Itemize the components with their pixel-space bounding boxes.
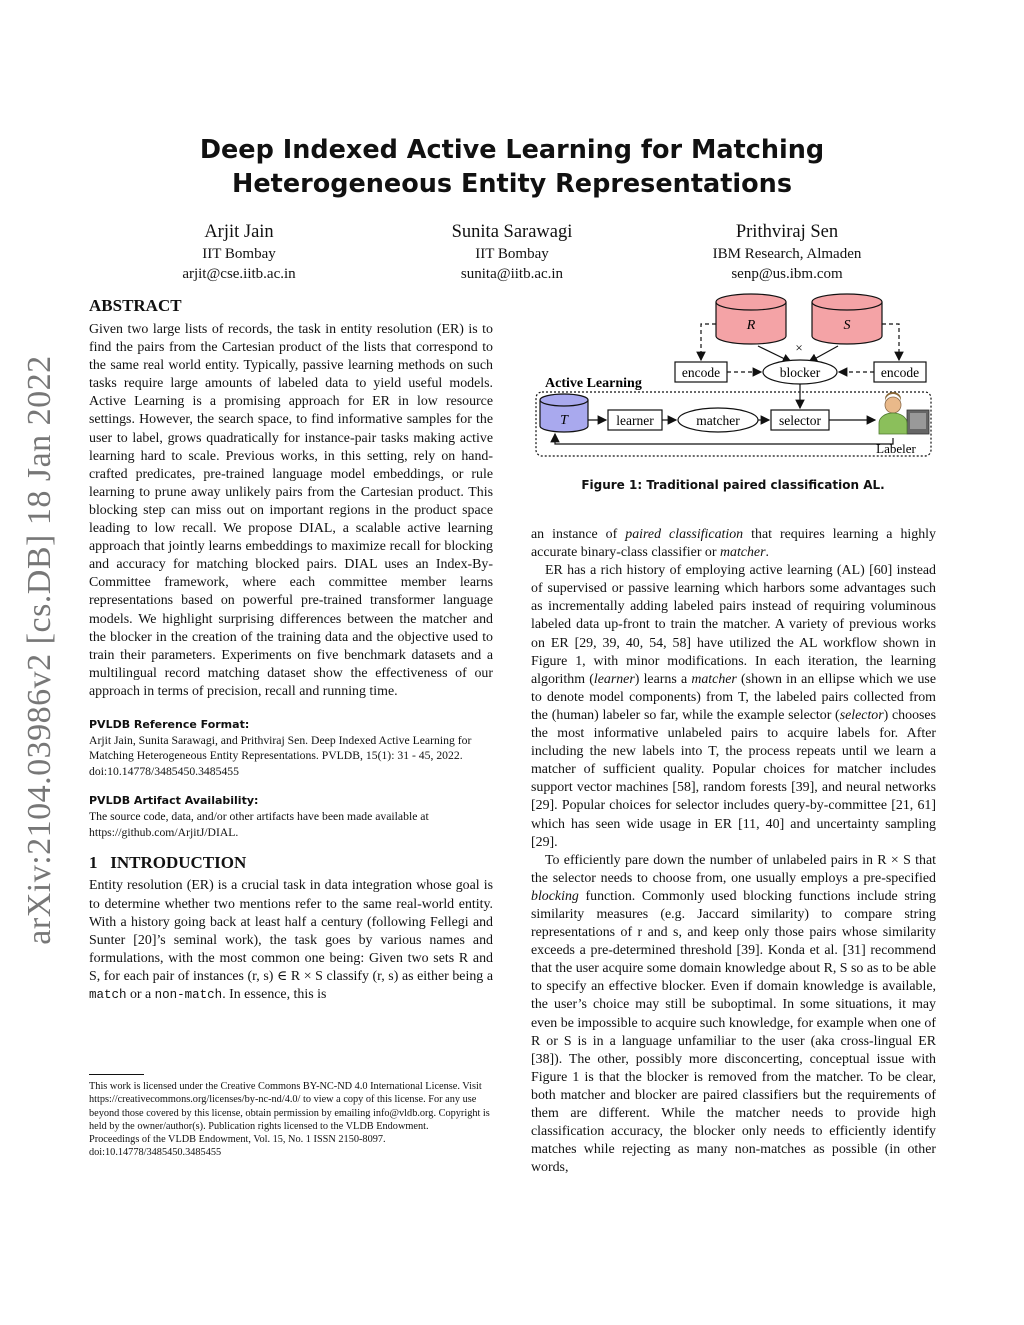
- author-affiliation: IBM Research, Almaden: [712, 246, 862, 262]
- encode-left-label: encode: [681, 365, 721, 380]
- blocker-label: blocker: [779, 365, 821, 380]
- author-name: Arjit Jain: [204, 222, 274, 242]
- intro-text-a: Entity resolution (ER) is a crucial task in data integration whose goal is to determine whether two mentions refer to the same real-world entity. With a history going back at least half a century (following Fellegi and Sunter [20]’s seminal work), the task goes by various names and formulations, with the most common one being: Given two sets R and S, for each pair of instances (r, s) ∈ R × S classify (r, s) as either being a: [89, 878, 493, 984]
- encode-right-label: encode: [880, 365, 920, 380]
- text-run: ER has a rich history of employing active learning (AL) [60] instead of supervised or passive learning which harbors some advantages such as incrementally adding labeled pairs instead of requiring voluminous labeled data up-front to train the matcher. A variety of previous works on ER [29, 39, 40, 54, 58] have utilized the AL workflow shown in Figure 1, with minor modifications. In each iteration, the learning algorithm (: [531, 563, 936, 687]
- author-block-3: [657, 220, 917, 284]
- footnote-doi: doi:10.14778/3485450.3485455: [89, 1147, 222, 1159]
- match-keyword: match: [89, 988, 127, 1003]
- artifact-text: The source code, data, and/or other artifacts have been made available at https://github.com/ArjitJ/DIAL.: [89, 810, 429, 839]
- right-paragraph-2: [531, 562, 936, 852]
- matcher-label: matcher: [696, 413, 740, 428]
- left-column: [89, 295, 493, 1004]
- author-email: senp@us.ibm.com: [731, 266, 843, 282]
- author-name: Prithviraj Sen: [735, 222, 839, 242]
- labeler-label: Labeler: [876, 441, 916, 456]
- t-database-icon: [540, 394, 588, 432]
- author-block-2: [382, 220, 642, 284]
- labeler-person-icon: [879, 392, 929, 434]
- abstract-heading: ABSTRACT: [89, 296, 182, 315]
- author-email: sunita@iitb.ac.in: [460, 266, 564, 282]
- reference-format-doi: doi:10.14778/3485450.3485455: [89, 764, 239, 778]
- figure-1: [533, 292, 933, 472]
- r-label: R: [746, 318, 756, 333]
- emphasis: matcher: [691, 671, 737, 687]
- author-email: arjit@cse.iitb.ac.in: [182, 266, 296, 282]
- text-run: ) learns a: [634, 671, 692, 687]
- author-block-1: [109, 220, 369, 284]
- right-column: [531, 526, 936, 1177]
- footnote-rule: [89, 1074, 144, 1075]
- arxiv-id: arXiv:2104.03986v2 [cs.DB] 18 Jan 2022: [21, 355, 58, 945]
- intro-paragraph: [89, 877, 493, 1004]
- arxiv-stamp: [0, 340, 80, 960]
- s-database-icon: [812, 294, 882, 344]
- emphasis: blocking: [531, 888, 579, 904]
- emphasis: matcher: [719, 545, 766, 561]
- right-paragraph-1: [531, 526, 936, 562]
- abstract-text: Given two large lists of records, the task in entity resolution (ER) is to find the pairs from the Cartesian product of the lists that correspond to the same real world entity. Typically, passive learning methods on such tasks require large amounts of labeled data to yield useful models. Active Learning is a promising approach for ER in low resource settings. However, the search space, to find informative samples for the user to label, grows quadratically for instance-pair tasks making active learning hard to scale. Previous works, in this setting, rely on hand-crafted predicates, pre-trained language model embeddings, or rule learning to prune away unlikely pairs from the Cartesian product. This blocking step can miss out on important regions in the product space leading to low recall. We propose DIAL, a scalable active learning approach that jointly learns embeddings to maximize recall for blocking and accuracy for matching blocked pairs. DIAL uses an Index-By-Committee framework, where each committee member learns representations based on powerful pre-trained transformer language models. We highlight surprising differences between the matcher and the blocker in the creation of the training data and the objective used to train their parameters. Experiments on five benchmark datasets and a multilingual record matching dataset show the effectiveness of our approach in terms of precision, recall and running time.: [89, 322, 493, 699]
- text-run: .: [765, 545, 769, 561]
- text-run: ) chooses the most informative unlabeled pairs to acquire labels for. After including the new labels into T, the process repeats until we learn a matcher of sufficient quality. Popular choices for matcher includes support vector machines [58], random forests [39], and neural networks [29]. Popular choices for selector includes query-by-committee [21, 61] which has seen wide usage in ER [11, 40] and uncertainty sampling [29].: [531, 707, 936, 850]
- intro-text-b: . In essence, this is: [222, 987, 327, 1003]
- cross-symbol: ×: [795, 340, 803, 355]
- reference-format-text: Arjit Jain, Sunita Sarawagi, and Prithviraj Sen. Deep Indexed Active Learning for Matching Heterogeneous Entity Representations. PVLDB, 15(1): 31 - 45, 2022.: [89, 733, 472, 763]
- intro-heading: 1 INTRODUCTION: [89, 853, 247, 873]
- intro-text-or: or a: [126, 987, 155, 1003]
- paper-title: Deep Indexed Active Learning for Matching Heterogeneous Entity Representations: [199, 135, 825, 199]
- footnote: [89, 1080, 493, 1160]
- t-label: T: [560, 413, 568, 428]
- footnote-proceedings: Proceedings of the VLDB Endowment, Vol. 15, No. 1 ISSN 2150-8097.: [89, 1134, 386, 1146]
- al-diagram: [533, 292, 933, 472]
- figure-caption: Figure 1: Traditional paired classification AL.: [581, 478, 885, 492]
- footnote-license: This work is licensed under the Creative Commons BY-NC-ND 4.0 International License. Visit https://creativecommons.org/licenses/by-nc-nd/4.0/ to view a copy of this license. For any use beyond those covered by this license, obtain permission by emailing info@vldb.org. Copyright is held by the owner/author(s). Publication rights licensed to the VLDB Endowment.: [89, 1081, 490, 1132]
- emphasis: learner: [593, 671, 635, 687]
- text-run: that requires learning a highly accurate binary-class classifier or: [531, 527, 936, 561]
- artifact-heading: PVLDB Artifact Availability:: [89, 794, 259, 808]
- text-run: an instance of: [531, 527, 626, 542]
- emphasis: paired classification: [625, 527, 744, 542]
- s-label: S: [843, 318, 851, 333]
- r-database-icon: [716, 294, 786, 344]
- active-learning-label: Active Learning: [545, 376, 642, 391]
- selector-label: selector: [779, 413, 821, 428]
- text-run: To efficiently pare down the number of unlabeled pairs in R × S that the selector needs to choose from, one usually employs a pre-specified: [531, 852, 936, 886]
- text-run: (shown in an ellipse which we use to denote model components) from T, the labeled pairs collected from the (human) labeler so far, while the example selector (: [531, 671, 936, 723]
- author-affiliation: IIT Bombay: [202, 246, 276, 262]
- learner-label: learner: [616, 413, 654, 428]
- author-affiliation: IIT Bombay: [475, 246, 549, 262]
- non-match-keyword: non-match: [154, 988, 223, 1003]
- text-run: function. Commonly used blocking functions include string similarity measures (e.g. Jaccard similarity) to compare string representations of r and s, and keep only those pairs whose similarity exceeds a pre-determined threshold [39]. Konda et al. [31] recommend that the user acquire some domain knowledge about R, S so as to be able to specify an effective blocker. Even if domain knowledge is available, the user’s choice may still be suboptimal. In some situations, it may even be impossible to acquire such knowledge, for example when one of R or S is in a language unfamiliar to the user (aka cross-lingual ER [38]). The other, possibly more disconcerting, conceptual issue with Figure 1 is that the blocker is removed from the matcher. To be clear, both matcher and blocker are paired classifiers but the requirements of them are different. While the matcher needs to provide high classification accuracy, the blocker only needs to efficiently identify matches while rejecting as many non-matches as possible (in other words,: [531, 888, 936, 1176]
- reference-format-heading: PVLDB Reference Format:: [89, 717, 250, 731]
- author-name: Sunita Sarawagi: [451, 222, 573, 242]
- emphasis: selector: [839, 707, 884, 723]
- right-paragraph-3: [531, 852, 936, 1178]
